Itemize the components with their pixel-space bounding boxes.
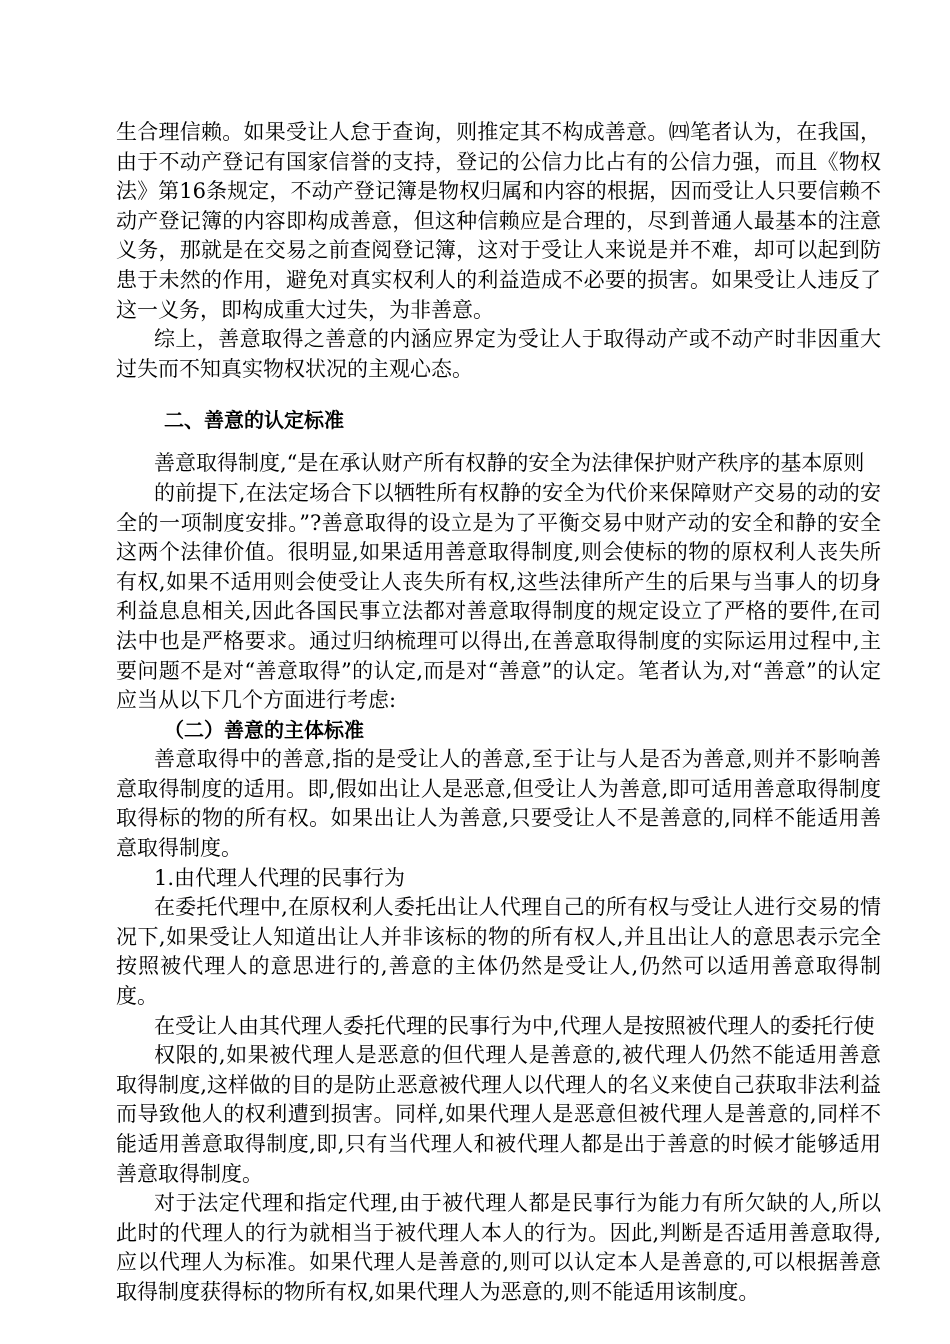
paragraph-balance-of-interests: 的前提下,在法定场合下以牺牲所有权静的安全为代价来保障财产交易的动的安全的一项制度安排。”?善意取得的设立是为了平衡交易中财产动的安全和静的安全这两个法律价值。很明显,如果适用善意取得制度,则会使标的物的原权利人丧失所有权,如果不适用则会使受让人丧失所有权,这些法律所产生的后果与当事人的切身利益息息相关,因此各国民事立法都对善意取得制度的规定设立了严格的要件,在司法中也是严格要求。通过归纳梳理可以得出,在善意取得制度的实际运用过程中,主要问题不是对“善意取得”的认定,而是对“善意”的认定。笔者认为,对“善意”的认定应当从以下几个方面进行考虑: [116, 480, 881, 713]
paragraph-statutory-agency: 对于法定代理和指定代理,由于被代理人都是民事行为能力有所欠缺的人,所以此时的代理人的行为就相当于被代理人本人的行为。因此,判断是否适用善意取得,应以代理人为标准。如果代理人是善意的,则可以认定本人是善意的,可以根据善意取得制度获得标的物所有权,如果代理人为恶意的,则不能适用该制度。 [116, 1191, 881, 1304]
list-item-agency-acts: 1.由代理人代理的民事行为 [154, 865, 406, 890]
paragraph-good-faith-registry: 生合理信赖。如果受让人怠于查询，则推定其不构成善意。㈣笔者认为，在我国，由于不动产登记有国家信誉的支持，登记的公信力比占有的公信力强，而且《物权法》第16条规定，不动产登记簿是物权归属和内容的根据，因而受让人只要信赖不动产登记簿的内容即构成善意，但这种信赖应是合理的，尽到普通人最基本的注意义务，那就是在交易之前查阅登记簿，这对于受让人来说是并不难，却可以起到防患于未然的作用，避免对真实权利人的利益造成不必要的损害。如果受让人违反了这一义务，即构成重大过失，为非善意。 [116, 120, 881, 322]
subsection-heading-subject-standard: （二）善意的主体标准 [164, 717, 364, 742]
document-page [116, 118, 881, 1308]
paragraph-agent-authority-intro: 在受让人由其代理人委托代理的民事行为中,代理人是按照被代理人的委托行使 [154, 1013, 875, 1038]
paragraph-agent-authority: 权限的,如果被代理人是恶意的但代理人是善意的,被代理人仍然不能适用善意取得制度,这样做的目的是防止恶意被代理人以代理人的名义来使自己获取非法利益而导致他人的权利遭到损害。同样,如果代理人是恶意但被代理人是善意的,同样不能适用善意取得制度,即,只有当代理人和被代理人都是出于善意的时候才能够适用善意取得制度。 [116, 1043, 881, 1186]
paragraph-transferee-good-faith: 善意取得中的善意,指的是受让人的善意,至于让与人是否为善意,则并不影响善意取得制度的适用。即,假如出让人是恶意,但受让人为善意,即可适用善意取得制度取得标的物的所有权。如果出让人为善意,只要受让人不是善意的,同样不能适用善意取得制度。 [116, 747, 881, 861]
paragraph-system-definition: 善意取得制度,“是在承认财产所有权静的安全为法律保护财产秩序的基本原则 [154, 451, 865, 476]
paragraph-summary: 综上，善意取得之善意的内涵应界定为受让人于取得动产或不动产时非因重大过失而不知真实物权状况的主观心态。 [116, 327, 881, 381]
paragraph-entrusted-agency: 在委托代理中,在原权利人委托出让人代理自己的所有权与受让人进行交易的情况下,如果受让人知道出让人并非该标的物的所有权人,并且出让人的意思表示完全按照被代理人的意思进行的,善意的主体仍然是受让人,仍然可以适用善意取得制度。 [116, 895, 881, 1009]
section-heading-recognition-standard: 二、善意的认定标准 [164, 408, 344, 433]
